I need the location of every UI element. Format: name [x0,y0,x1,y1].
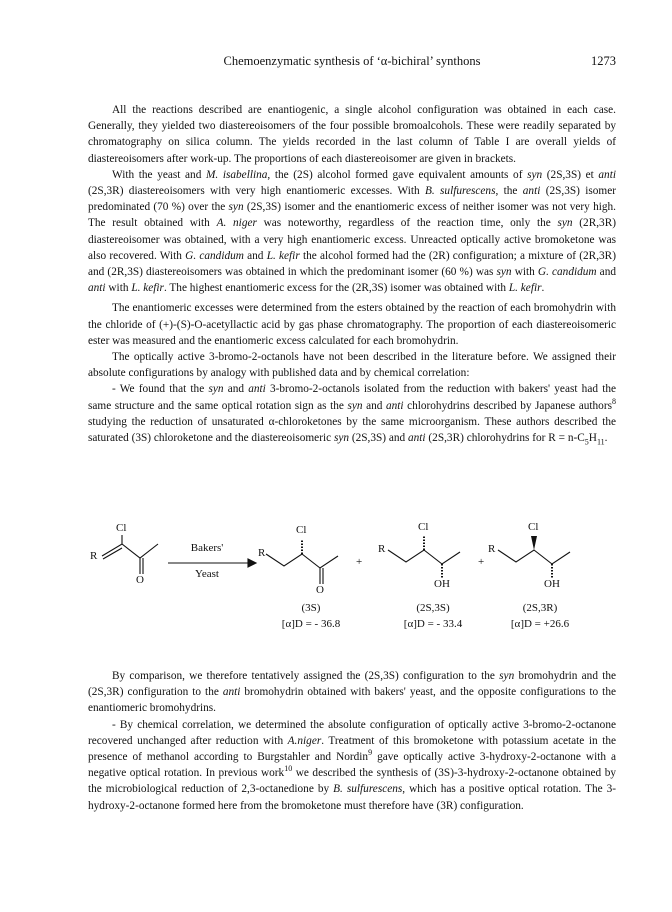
text: (2R,3R) diastereoisomer was obtained, with a very high enantiomeric excess. Unreacted optically active bromoketone was also recovered. With [88,217,616,262]
citation: 9 [368,748,373,758]
wedge-bond-cl [531,536,537,550]
product-rotation: [α]D = - 33.4 [403,618,463,630]
running-header [88,54,616,70]
plus-sign: + [356,556,363,568]
paragraph-4: The optically active 3-bromo-2-octanols have not been described in the literature before. We assigned their absolute configurations by analogy with published data and by chemical correlation: [88,351,616,380]
stereo: anti [248,383,266,396]
paragraph-5 [88,381,616,446]
stereo: anti [222,686,241,699]
text: , which has a positive optical rotation. The 3-hydroxy-2-octanone formed here from the bromoketone must therefore have (3R) configuration. [88,783,617,812]
atom-label: O [136,574,144,586]
paragraph-3: The enantiomeric excesses were determined from the esters obtained by the reaction of each bromohydrin with the chloride of (+)-(S)-O-acetyllactic acid by gas phase chromatography. The proportion of each diastereoisomeric ester was measured and the enantiomeric excess calculated for each bromohydrin. [88,302,616,347]
text: with [511,266,538,279]
stereo: anti [522,185,541,198]
text: and [362,399,386,412]
body-text-upper [88,102,616,446]
atom-label: OH [544,578,560,590]
citation: 10 [284,764,293,774]
paragraph-6 [88,668,616,717]
text: . [541,282,545,295]
atom-label: Cl [116,522,127,534]
text: , the [495,185,523,198]
organism: L. kefir [508,282,542,295]
atom-label: OH [434,578,450,590]
text: H [588,432,597,445]
atom-label: O [316,584,324,596]
product-config: (2S,3S) [416,602,450,614]
bond-chain-4 [498,550,570,564]
text: studying the reduction of unsaturated α-chloroketones by the same microorganism. These authors described the saturated (3S) chloroketone and the diastereoisomeric [88,415,616,445]
text: (2S,3R) chlorohydrins for R = n-C [425,432,585,445]
stereo: syn [527,168,543,181]
organism: L. kefir [266,249,300,262]
text: and [243,249,267,262]
text: we described the synthesis of (3S)-3-hydroxy-2-octanone obtained by the microbiological reduction of 2,3-octanedione by [88,767,616,796]
product-rotation: [α]D = - 36.8 [281,618,341,630]
stereo: syn [496,266,512,279]
paragraph-2 [88,167,616,297]
subscript: 5 [584,437,589,447]
bond-chain-2 [266,554,338,568]
stereo: syn [557,217,573,230]
text: By comparison, we therefore tentatively assigned the (2S,3S) configuration to the [112,670,500,682]
text: . The highest enantiomeric excess for the (2R,3S) isomer was obtained with [163,282,509,295]
product-config: (2S,3R) [522,602,558,614]
stereo: anti [385,399,404,412]
text: (2S,3R) diastereoisomers with very high enantiomeric excesses. With [88,185,425,198]
paragraph-7 [88,717,616,814]
running-title: Chemoenzymatic synthesis of ‘α-bichiral’ synthons [223,54,481,68]
citation: 8 [612,396,616,406]
atom-label: Cl [418,521,429,533]
text: and [223,383,249,396]
reaction-scheme [88,521,616,648]
bond-chain-3 [388,550,460,564]
text: 3-bromo-2-octanols isolated from the reduction with bakers' yeast had the same structure and the same optical rotation sign as the [88,383,616,412]
text: (2S,3S) and [349,432,408,445]
stereo: anti [408,432,426,445]
body-text-lower [88,668,616,814]
organism: A.niger [287,734,322,747]
organism: M. isabellina [205,168,268,181]
page-number: 1273 [591,54,616,68]
text: with [105,282,132,295]
arrow-label-top: Bakers' [190,542,224,554]
text: With the yeast and [112,168,206,181]
organism: G. candidum [185,249,244,262]
text: bromohydrin and the (2S,3R) configuration to the [88,670,616,699]
stereo: syn [333,432,349,445]
atom-label: Cl [296,524,307,536]
stereo: syn [499,670,515,682]
text: chlorohydrins described by Japanese authors [403,399,612,412]
text: - By chemical correlation, we determined the absolute configuration of optically active 3-bromo-2-octanone recovered unchanged after reduction with [88,718,616,747]
arrow-head [248,559,256,567]
organism: G. candidum [537,266,597,279]
stereo: syn [208,383,224,396]
text: gave optically active 3-hydroxy-2-octanone with a negative optical rotation. In previous work [88,751,617,780]
text: and [596,266,616,279]
arrow-label-bottom: Yeast [195,568,219,580]
text: - We found that the [112,383,209,396]
product-rotation: [α]D = +26.6 [510,618,570,630]
atom-label: R [378,543,386,555]
organism: B. sulfurescens [333,783,403,796]
bond-chain-1 [102,544,158,558]
stereo: syn [347,399,363,412]
text: was noteworthy, regardless of the reaction time, only the [256,217,558,230]
atom-label: R [90,550,98,562]
atom-label: Cl [528,521,539,533]
scheme-drawing [88,530,616,648]
atom-label: R [488,543,496,555]
text: (2S,3S) isomer and the enantiomeric excess of neither isomer was not very high. The result obtained with [88,201,616,230]
stereo: anti [598,168,616,181]
stereo: anti [88,282,106,295]
text: . Treatment of this bromoketone with potassium acetate in the presence of methanol according to Burgstahler and Nordin [88,734,617,764]
text: , the (2S) alcohol formed gave equivalent amounts of [267,168,528,181]
text: (2S,3S) isomer predominated (70 %) over the [88,185,616,214]
text: . [604,432,608,445]
organism: L. kefir [131,282,164,295]
organism: B. sulfurescens [424,185,496,198]
product-config: (3S) [301,602,321,614]
organism: A. niger [216,217,257,230]
subscript: 11 [596,437,605,447]
text: (2S,3S) et [542,168,599,181]
plus-sign: + [478,556,485,568]
atom-label: R [258,547,266,559]
paragraph-1: All the reactions described are enantiogenic, a single alcohol configuration was obtained in each case. Generally, they yielded two diastereoisomers of the four possible bromoalcohols. These were readily separated by chromatography on silica column. The yields recorded in the last column of Table I are overall yields of diastereoisomers after work-up. The proportions of each diastereoisomer are given in brackets. [88,104,616,165]
text: bromohydrin obtained with bakers' yeast, and the opposite configurations to the enantiomeric bromohydrins. [88,686,616,715]
text: the alcohol formed had the (2R) configuration; a mixture of (2R,3R) and (2R,3S) diastereoisomers was obtained in which the predominant isomer (60 %) was [88,249,616,279]
stereo: syn [228,201,244,214]
